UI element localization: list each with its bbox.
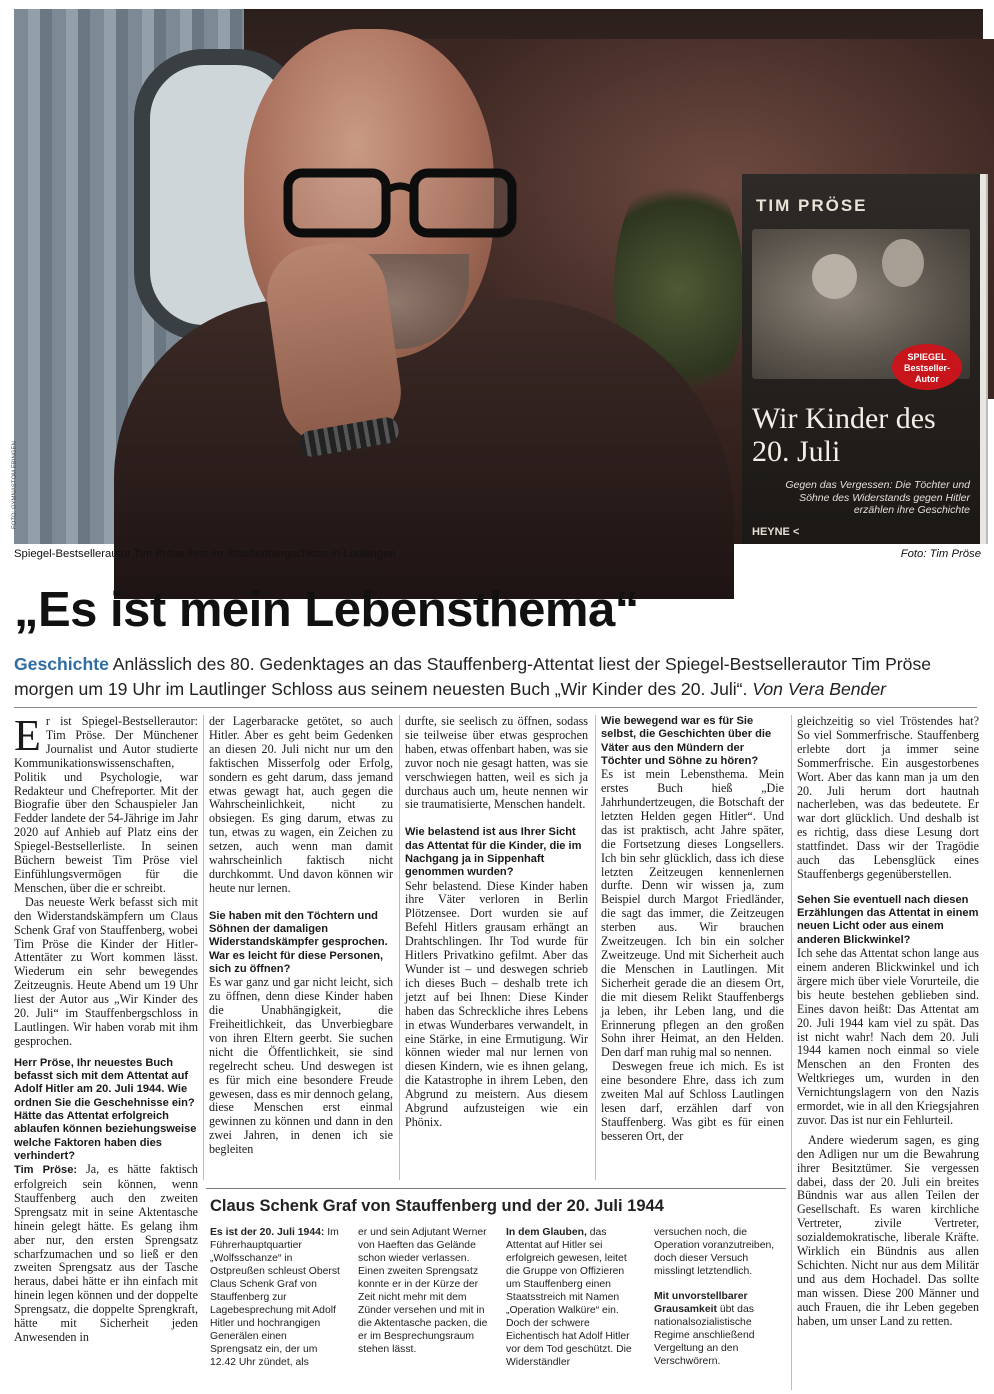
info-text: übt das nationalsozialistische Regime anschließend Vergeltung an den Verschwörern.: [654, 1304, 755, 1367]
intro-text: Anlässlich des 80. Gedenktages an das Stauffenberg-Attentat liest der Spiegel-Bestsellerautor Tim Pröse morgen um 19 Uhr im Lautlinger Schloss aus seinem neuesten Buch „Wir Kinder des 20. Juli“.: [14, 654, 932, 699]
paragraph: Sehr belastend. Diese Kinder haben ihre Väter verloren in Berlin Plötzensee. Dort wurden sie auf Befehl Hitlers grausam erhängt an Drahtschlingen. Ihr Tod wurde für Hitlers Privatkino gefilmt. Aber das Wunder ist – und deswegen schrieb ich dieses Buch – deshalb trete ich jetzt auf bei Ihnen: Diese Kinder haben das Schreckliche ihres Lebens in etwas Wunderbares verwandelt, in eine Stärke, in eine Ermutigung. Wir können wieder mal nur lernen von diesen Kindern, wie es ihnen gelang, die Katastrophe in ihrem Leben, den Abgrund zu meistern. Aus diesem Abgrund aufzusteigen wie ein Phönix.: [405, 878, 588, 1129]
article-column-2: [209, 715, 393, 1180]
column-divider: [203, 715, 204, 1180]
book-subtitle: Gegen das Vergessen: Die Töchter und Söhne des Widerstands gegen Hitler erzählen ihre Geschichte: [785, 479, 970, 516]
info-box-column-1: [210, 1226, 342, 1369]
interview-question: Wie bewegend war es für Sie selbst, die Geschichten über die Väter aus den Mündern der Töchter und Söhne zu hören?: [601, 715, 772, 767]
info-paragraph: er und sein Adjutant Werner von Haeften das Gelände schon wieder verlassen. Einen zweiten Sprengsatz konnte er in der Kürze der Zeit nicht mehr mit dem Zünder versehen und mit in die Aktentasche packen, die er im Besprechungsraum stehen lässt.: [358, 1227, 488, 1355]
article-column-5: [797, 715, 979, 1390]
info-paragraph: versuchen noch, die Operation voranzutreiben, doch dieser Versuch misslingt letztendlich.: [654, 1227, 775, 1277]
info-box-column-3: [506, 1226, 638, 1369]
column-divider: [399, 715, 400, 1180]
column-divider: [595, 715, 596, 1180]
info-paragraph: [210, 1226, 342, 1369]
glasses-icon: [284, 167, 516, 239]
article-column-4: [601, 715, 784, 1180]
info-box-column-4: [654, 1226, 786, 1368]
info-lead: Mit unvorstellbarer Grausamkeit: [654, 1291, 748, 1315]
paragraph: [14, 711, 198, 896]
info-lead: In dem Glauben,: [506, 1227, 587, 1238]
book-cover: [742, 174, 980, 544]
answer-text: Ja, es hätte faktisch erfolgreich sein können, wenn Stauffenberg auch den zweiten Sprengsatz mit in seine Aktentasche hinein gelegt hätte. Es gelang ihm aber nur, den ersten Sprengsatz scharfzumachen und so ließ er den zweiten Sprengsatz aus der Tasche heraus, dabei hätte er ihn einfach mit hinein legen können und der doppelte Sprengsatz, die doppelte Sprengkraft, hätte mit Sicherheit jeden Anwesenden in: [14, 1162, 198, 1344]
paragraph: Es ist mein Lebensthema. Mein erstes Buch hieß „Die Jahrhundertzeugen, die Botschaft der letzten Helden gegen Hitler“. Und das ist praktisch, acht Jahre später, die Fortsetzung dieses Longsellers. Ich bin sehr glücklich, dass ich diese letzten Zeitzeugen kennenlernen durfte. Denn wir wissen ja, zum Beispiel durch Margot Friedländer, die sagt das immer, die Zeitzeugen sterben aus. Wir brauchen Zweitzeugen. Ich bin ein solcher Zweitzeuge. Und mit Sicherheit auch die Menschen in Lautlingen. Mit Sicherheit gerade die an diesem Ort, die mit diesem Relikt Stauffenbergs ja leben, ihr Leben lang, und die Erinnerung pflegen an den großen Sohn ihrer Heimat, an den Helden. Den darf man ruhig mal so nennen.: [601, 767, 784, 1060]
book-publisher: HEYNE <: [752, 526, 800, 538]
headline-rule: [14, 707, 977, 708]
info-box-title: Claus Schenk Graf von Stauffenberg und der 20. Juli 1944: [210, 1197, 664, 1215]
paragraph: Andere wiederum sagen, es ging den Adligen nur um die Bewahrung ihrer Besitztümer. Sie vergessen dabei, dass der 20. Juli ein breites Bündnis war aus allen Teilen der Gesellschaft. Es waren kirchliche Vertreter, zivile Vertreter, sozialdemokratische, liberale Kräfte. Wirklich ein Bündnis aus allen Schichten. Nicht nur aus dem Militär und aus dem Hochadel. Das sollte man wissen. Diese 200 Männer und auch Frauen, die ihr Leben gegeben haben, um unser Land zu retten.: [797, 1132, 979, 1328]
badge-line-1: SPIEGEL: [907, 352, 947, 362]
photo-credit: Foto: Tim Pröse: [900, 548, 981, 560]
article-column-1: [14, 711, 198, 1390]
column-divider: [791, 715, 792, 1390]
paragraph: durfte, sie seelisch zu öffnen, sodass sie teilweise über etwas gesprochen haben, etwas offenbart haben, was sie zuvor noch nie gesagt hatten, was sie verschwiegen hatten, weil es sich ja durchaus auch um, heute nennen wir sie traumatisierte, Menschen handelt.: [405, 714, 588, 812]
paragraph: Es war ganz und gar nicht leicht, sich zu öffnen, denn diese Kinder haben die Unabhängigkeit, die Freiheitlichkeit, das Unverbiegbare von ihren Eltern geerbt. Sie suchen nicht die Öffentlichkeit, sie sind regelrecht scheu. Und deswegen ist es für mich eine besondere Freude gewesen, dass es mir dennoch gelang, diese Menschen erst einmal gewinnen zu können und dann in den zwei Jahren, in denen ich sie begleiten: [209, 975, 393, 1157]
speaker-label: Tim Pröse:: [14, 1164, 78, 1177]
book-author: TIM PRÖSE: [756, 196, 868, 215]
info-box-rule: [206, 1188, 786, 1189]
drop-cap: E: [14, 711, 41, 760]
paragraph-text: r ist Spiegel-Bestsellerautor: Tim Pröse. Der Münchener Journalist und Autor studierte Kommunikationswissenschaften, Politik und Psychologie, war Redakteur und Chefreporter. Mit der Biografie über den Schauspieler Jan Fedder landete der 54-Jährige im Jahr 2020 auf Anhieb auf Platz eins der Spiegel-Bestsellerliste. In seinen Büchern beweist Tim Pröse viel Einfühlungsvermögen für die Menschen, über die er schreibt.: [14, 714, 198, 895]
paragraph: der Lagerbaracke getötet, so auch Hitler. Aber es geht beim Gedenken an diesen 20. Juli nicht nur um den faktischen Misserfolg oder Erfolg, sondern es geht darum, dass jemand etwas gewagt hat, auch gegen die Wahrscheinlichkeit, nicht zu obsiegen. Es ging darum, etwas zu tun, etwas zu wagen, ein Zeichen zu setzen, auch wenn man damit wahrscheinlich faktisch nicht durchkommt. Und davon können wir heute nur lernen.: [209, 714, 393, 895]
info-lead: Es ist der 20. Juli 1944:: [210, 1227, 325, 1238]
interview-question: Sie haben mit den Töchtern und Söhnen der damaligen Widerstandskämpfer gesprochen. War es leicht für diese Personen, sich zu öffnen?: [209, 909, 388, 975]
interview-question: Herr Pröse, Ihr neuestes Buch befasst sich mit dem Attentat auf Adolf Hitler am 20. Juli 1944. Wie ordnen Sie die Geschehnisse ein? Hätte das Attentat erfolgreich ablaufen können beziehungsweise welche Faktoren haben dies verhindert?: [14, 1056, 197, 1162]
paragraph: [14, 1163, 198, 1345]
interview-question: Sehen Sie eventuell nach diesen Erzählungen das Attentat in einem neuen Licht oder aus einem anderen Blickwinkel?: [797, 893, 979, 946]
info-box-column-2: [358, 1226, 490, 1356]
bestseller-badge: [892, 344, 962, 390]
paragraph: Deswegen freue ich mich. Es ist eine besondere Ehre, dass ich zum zweiten Mal auf Schloss Lautlingen lesen darf, erzählen darf von Stauffenberg. Was gibt es für einen besseren Ort, der: [601, 1059, 784, 1143]
topic-label: Geschichte: [14, 654, 109, 674]
article-intro: [14, 652, 974, 702]
interview-question: Wie belastend ist aus Ihrer Sicht das Attentat für die Kinder, die im Nachgang ja in Sippenhaft genommen wurden?: [405, 826, 582, 879]
book-title: Wir Kinder des 20. Juli: [752, 402, 936, 468]
paragraph: Das neueste Werk befasst sich mit den Widerstandskämpfern um Claus Schenk Graf von Stauffenberg, wobei Tim Pröse die Kinder der Hitler-Attentäter zu Wort kommen lässt. Wiederum ein sehr bewegendes Zeitzeugnis. Heute Abend um 19 Uhr liest der Autor aus „Wir Kinder des 20. Juli“ im Stauffenbergschloss in Lautlingen. Wir haben vorab mit ihm gesprochen.: [14, 894, 198, 1048]
photo-caption: Spiegel-Bestsellerautor Tim Pröse liest im Stauffenbergschloss in Lautlingen.: [14, 548, 399, 560]
info-box: [206, 1188, 786, 1388]
paragraph: gleichzeitig so viel Tröstendes hat? So viel Sommerfrische. Stauffenberg erlebte dort ja immer seine Sommerfrische. Ein ausgestorbenes Wort. Aber das kann man ja um den 20. Juli herum dort hautnah nacherleben, was das bedeutete. Er war dort glücklich. Und deshalb ist es richtig, dass diese Lesung dort stattfindet. Dass wir der Tragödie auch das Lebensglück eines Stauffenbergs gegenüberstellen.: [797, 714, 979, 881]
side-photo-credit: FOTO: GYMNASTOM EBINGEN: [12, 441, 18, 529]
info-paragraph: [654, 1290, 786, 1368]
byline: Von Vera Bender: [752, 679, 886, 699]
info-text: das Attentat auf Hitler sei erfolgreich gewesen, leitet die Gruppe von Offizieren um Stauffenberg einen Staatsstreich mit Namen „Operation Walküre“ ein. Doch der schwere Eichentisch hat Adolf Hitler vor dem Tod geschützt. Die Widerständler: [506, 1227, 632, 1368]
headline: „Es ist mein Lebensthema“: [14, 583, 639, 637]
info-text: Im Führerhauptquartier „Wolfsschanze“ in Ostpreußen schleust Oberst Claus Schenk Graf von Stauffenberg zur Lagebesprechung mit Adolf Hitler und hochrangigen Generälen einen Sprengsatz ein, der um 12.42 Uhr zündet, als: [210, 1227, 340, 1368]
badge-line-2: Bestseller-Autor: [903, 363, 951, 384]
hero-photo: [14, 9, 983, 544]
info-paragraph: [506, 1226, 638, 1369]
paragraph: Ich sehe das Attentat schon lange aus einem anderen Blickwinkel und ich ärgere mich über viele Vorurteile, die bis heute bestehen geblieben sind. Eines davon heißt: Das Attentat am 20. Juli 1944 kam viel zu spät. Das ist nicht wahr! Nach dem 20. Juli 1944 kamen noch einmal so viele Menschen an den Fronten des Weltkrieges um, wurden in den Vernichtungslagern von den Nazis ermordet, wie in all den Kriegsjahren zuvor. Das ist nur ein Fehlurteil.: [797, 946, 979, 1127]
article-column-3: [405, 715, 588, 1180]
